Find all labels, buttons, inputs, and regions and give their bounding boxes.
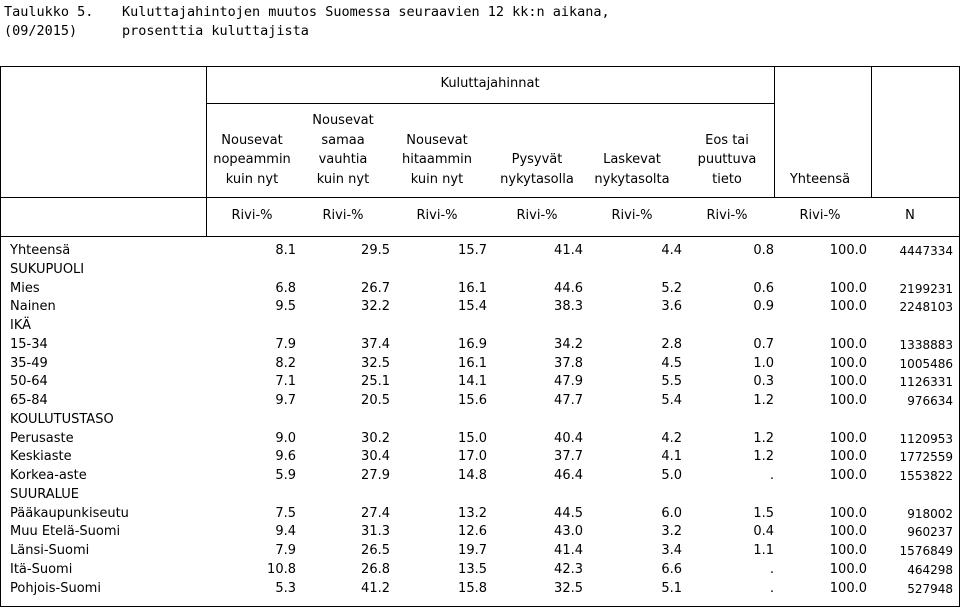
cell-value: 9.4 <box>275 524 296 540</box>
cell-value: 13.2 <box>458 505 487 521</box>
cell-value: 100.0 <box>829 299 867 315</box>
cell-value: 1.1 <box>753 543 774 558</box>
cell-value: 15.6 <box>458 393 487 408</box>
row-label: Muu Etelä-Suomi <box>10 524 121 540</box>
table-row <box>0 242 960 261</box>
column-header: Eos tai puuttuva tieto <box>697 132 757 187</box>
cell-value: 14.1 <box>458 374 487 390</box>
row-label: SUURALUE <box>10 486 80 502</box>
table-bottom-border <box>0 606 960 607</box>
cell-value: 41.4 <box>554 543 583 558</box>
cell-value: 100.0 <box>829 561 867 577</box>
cell-value: 0.3 <box>753 374 774 390</box>
cell-value: 47.7 <box>554 393 583 408</box>
cell-value: 25.1 <box>361 374 390 390</box>
row-label: Länsi-Suomi <box>10 543 90 558</box>
cell-value: 100.0 <box>829 505 867 521</box>
cell-value: 100.0 <box>829 336 867 352</box>
table-row <box>0 505 960 524</box>
unit-header: Rivi-% <box>322 208 364 223</box>
cell-n: 1553822 <box>899 469 953 483</box>
row-label: Pääkaupunkiseutu <box>10 505 129 521</box>
cell-value: 5.0 <box>661 468 682 483</box>
row-label: 35-49 <box>10 355 48 371</box>
cell-value: 100.0 <box>829 468 867 483</box>
cell-value: 40.4 <box>554 430 583 446</box>
column-header: Pysyvät nykytasolla <box>500 152 574 187</box>
table-row <box>0 467 960 486</box>
cell-n: 918002 <box>907 506 953 521</box>
row-label: SUKUPUOLI <box>10 261 85 277</box>
cell-value: 2.8 <box>661 336 682 352</box>
cell-value: 26.5 <box>361 543 390 558</box>
cell-n: 2248103 <box>899 300 953 315</box>
cell-value: 15.8 <box>458 580 487 596</box>
row-label: 50-64 <box>10 374 48 390</box>
table-row <box>0 355 960 374</box>
row-label: Korkea-aste <box>10 468 87 483</box>
column-header: Nousevat hitaammin kuin nyt <box>401 132 473 187</box>
cell-value: 100.0 <box>829 430 867 446</box>
cell-value: 9.6 <box>275 449 296 465</box>
cell-value: 6.0 <box>661 505 682 521</box>
header-bottom-rule <box>0 197 960 198</box>
group-header-rule <box>206 103 774 104</box>
cell-value: 41.2 <box>361 580 390 596</box>
cell-n: 4447334 <box>899 244 953 258</box>
unit-header: Rivi-% <box>416 208 458 223</box>
cell-value: . <box>769 561 774 577</box>
caption-label: Taulukko 5. <box>4 4 94 20</box>
cell-value: 16.9 <box>458 336 487 352</box>
table-row <box>0 298 960 317</box>
table-row <box>0 580 960 599</box>
cell-value: 100.0 <box>829 280 867 296</box>
row-label: Mies <box>10 280 40 296</box>
cell-value: 4.5 <box>661 355 682 371</box>
cell-value: 32.5 <box>361 355 390 371</box>
cell-value: 26.8 <box>361 561 390 577</box>
cell-n: 1126331 <box>899 375 953 390</box>
cell-value: 5.9 <box>275 468 296 483</box>
cell-n: 1338883 <box>899 337 953 352</box>
cell-value: 5.1 <box>661 580 682 596</box>
cell-value: 1.5 <box>753 505 774 521</box>
cell-value: 7.9 <box>275 336 296 352</box>
cell-value: 30.4 <box>361 449 390 465</box>
cell-value: 5.2 <box>661 280 682 296</box>
cell-value: 100.0 <box>829 243 867 258</box>
table-row <box>0 486 960 505</box>
cell-value: 42.3 <box>554 561 583 577</box>
cell-value: 37.8 <box>554 355 583 371</box>
cell-value: 30.2 <box>361 430 390 446</box>
cell-value: 4.4 <box>661 243 682 258</box>
cell-n: 464298 <box>907 562 953 577</box>
cell-value: 16.1 <box>458 280 487 296</box>
cell-value: 44.5 <box>554 505 583 521</box>
row-label: IKÄ <box>10 318 32 333</box>
cell-value: 37.4 <box>361 336 390 352</box>
table-row <box>0 373 960 392</box>
cell-value: 20.5 <box>361 393 390 408</box>
row-label: KOULUTUSTASO <box>10 411 114 427</box>
cell-n: 960237 <box>907 525 953 540</box>
cell-n: 976634 <box>907 394 953 408</box>
table-row <box>0 392 960 411</box>
column-header: Nousevat samaa vauhtia kuin nyt <box>312 113 374 187</box>
table-row <box>0 448 960 467</box>
table-row <box>0 561 960 580</box>
cell-value: 19.7 <box>458 543 487 558</box>
cell-value: 100.0 <box>829 355 867 371</box>
cell-value: 32.2 <box>361 299 390 315</box>
cell-value: 41.4 <box>554 243 583 258</box>
group-header: Kuluttajahinnat <box>440 76 540 91</box>
cell-value: 9.7 <box>275 393 296 408</box>
row-label: Keskiaste <box>10 449 72 465</box>
cell-value: 100.0 <box>829 393 867 408</box>
column-header: Nousevat nopeammin kuin nyt <box>213 132 291 187</box>
cell-value: 0.4 <box>753 524 774 540</box>
cell-value: 0.7 <box>753 336 774 352</box>
cell-value: 100.0 <box>829 543 867 558</box>
cell-value: 1.0 <box>753 355 774 371</box>
cell-value: 1.2 <box>753 430 774 446</box>
cell-value: 9.5 <box>275 299 296 315</box>
cell-value: 13.5 <box>458 561 487 577</box>
row-label: Nainen <box>10 299 56 315</box>
cell-n: 2199231 <box>899 281 953 296</box>
cell-value: 14.8 <box>458 468 487 483</box>
cell-n: 527948 <box>907 581 953 596</box>
cell-value: 4.2 <box>661 430 682 446</box>
cell-value: . <box>769 580 774 596</box>
table-row <box>0 430 960 449</box>
cell-value: 31.3 <box>361 524 390 540</box>
table-row <box>0 317 960 336</box>
cell-value: 0.9 <box>753 299 774 315</box>
caption-title: Kuluttajahintojen muutos Suomessa seuraavien 12 kk:n aikana, <box>122 4 610 20</box>
cell-value: 100.0 <box>829 580 867 596</box>
cell-value: 6.8 <box>275 280 296 296</box>
cell-value: 26.7 <box>361 280 390 296</box>
cell-value: 4.1 <box>661 449 682 465</box>
table-row <box>0 280 960 299</box>
unit-header: Rivi-% <box>611 208 653 223</box>
cell-value: 3.4 <box>661 543 682 558</box>
row-label: Itä-Suomi <box>10 561 73 577</box>
cell-value: 1.2 <box>753 449 774 465</box>
caption-subtitle: prosenttia kuluttajista <box>122 23 309 39</box>
table-row <box>0 542 960 561</box>
cell-n: 1576849 <box>899 544 953 558</box>
cell-value: 15.7 <box>458 243 487 258</box>
cell-value: 100.0 <box>829 524 867 540</box>
table-top-border <box>0 66 960 67</box>
caption-period: (09/2015) <box>4 23 78 39</box>
table-row <box>0 261 960 280</box>
cell-value: . <box>769 468 774 483</box>
cell-value: 5.4 <box>661 393 682 408</box>
cell-value: 7.5 <box>275 505 296 521</box>
cell-value: 46.4 <box>554 468 583 483</box>
cell-n: 1120953 <box>899 431 953 446</box>
cell-value: 6.6 <box>661 561 682 577</box>
cell-value: 32.5 <box>554 580 583 596</box>
cell-value: 44.6 <box>554 280 583 296</box>
cell-value: 9.0 <box>275 430 296 446</box>
cell-value: 27.9 <box>361 468 390 483</box>
cell-value: 8.1 <box>275 243 296 258</box>
unit-header: Rivi-% <box>231 208 273 223</box>
cell-value: 37.7 <box>554 449 583 465</box>
cell-value: 3.2 <box>661 524 682 540</box>
column-header: Yhteensä <box>789 171 851 187</box>
cell-value: 7.9 <box>275 543 296 558</box>
unit-header: Rivi-% <box>706 208 748 223</box>
cell-value: 1.2 <box>753 393 774 408</box>
cell-value: 38.3 <box>554 299 583 315</box>
n-divider <box>871 66 872 197</box>
units-bottom-rule <box>0 236 960 237</box>
cell-value: 5.5 <box>661 374 682 390</box>
row-label: 15-34 <box>10 336 48 352</box>
cell-value: 27.4 <box>361 505 390 521</box>
row-label: 65-84 <box>10 393 48 408</box>
table-row <box>0 523 960 542</box>
cell-value: 100.0 <box>829 374 867 390</box>
cell-value: 100.0 <box>829 449 867 465</box>
cell-value: 34.2 <box>554 336 583 352</box>
cell-value: 47.9 <box>554 374 583 390</box>
cell-value: 29.5 <box>361 243 390 258</box>
cell-value: 17.0 <box>458 449 487 465</box>
cell-value: 15.0 <box>458 430 487 446</box>
unit-header: Rivi-% <box>799 208 841 223</box>
row-label: Pohjois-Suomi <box>10 580 101 596</box>
cell-value: 7.1 <box>275 374 296 390</box>
cell-value: 43.0 <box>554 524 583 540</box>
cell-value: 8.2 <box>275 355 296 371</box>
cell-value: 15.4 <box>458 299 487 315</box>
cell-value: 3.6 <box>661 299 682 315</box>
cell-n: 1772559 <box>899 450 953 465</box>
cell-value: 0.8 <box>753 243 774 258</box>
cell-value: 16.1 <box>458 355 487 371</box>
table-row <box>0 336 960 355</box>
row-label: Yhteensä <box>10 243 71 258</box>
table-row <box>0 411 960 430</box>
unit-header: Rivi-% <box>516 208 558 223</box>
column-header: Laskevat nykytasolta <box>594 152 670 187</box>
row-label: Perusaste <box>10 430 74 446</box>
unit-header: N <box>905 208 915 223</box>
cell-n: 1005486 <box>899 356 953 371</box>
cell-value: 0.6 <box>753 280 774 296</box>
cell-value: 12.6 <box>458 524 487 540</box>
cell-value: 10.8 <box>267 561 296 577</box>
cell-value: 5.3 <box>275 580 296 596</box>
